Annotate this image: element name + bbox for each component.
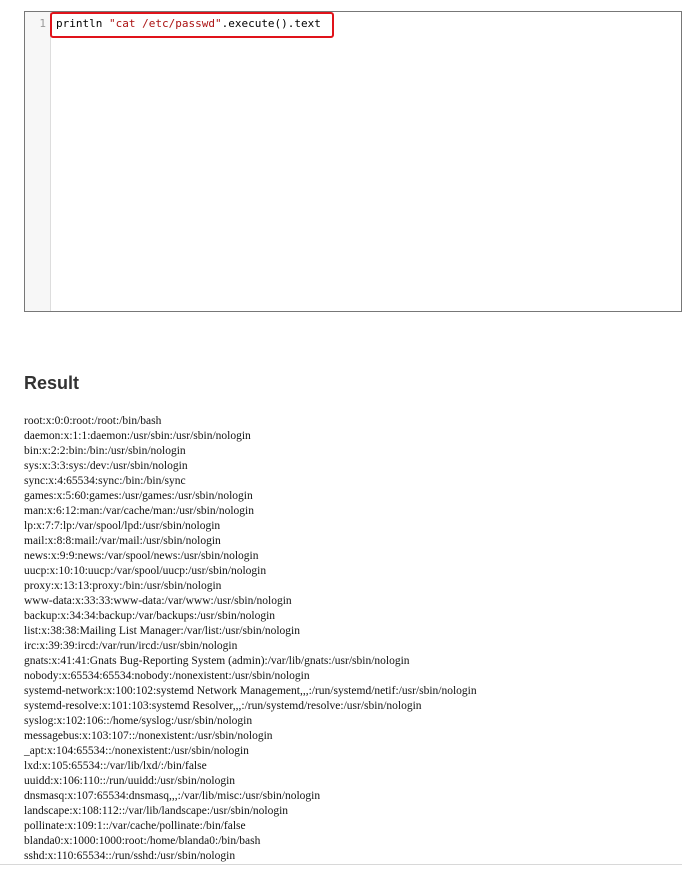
code-keyword: println: [56, 17, 109, 30]
result-line: systemd-resolve:x:101:103:systemd Resolver,,,:/run/systemd/resolve:/usr/sbin/nologin: [24, 700, 422, 712]
result-line: root:x:0:0:root:/root:/bin/bash: [24, 415, 162, 427]
result-line: news:x:9:9:news:/var/spool/news:/usr/sbin/nologin: [24, 550, 259, 562]
result-line: syslog:x:102:106::/home/syslog:/usr/sbin/nologin: [24, 715, 253, 727]
result-line: messagebus:x:103:107::/nonexistent:/usr/sbin/nologin: [24, 730, 273, 742]
result-line: blanda0:x:1000:1000:root:/home/blanda0:/bin/bash: [24, 835, 261, 847]
result-line: proxy:x:13:13:proxy:/bin:/usr/sbin/nologin: [24, 580, 222, 592]
line-number: 1: [39, 17, 46, 30]
script-editor[interactable]: [24, 11, 682, 312]
result-line: games:x:5:60:games:/usr/games:/usr/sbin/nologin: [24, 490, 253, 502]
result-line: daemon:x:1:1:daemon:/usr/sbin:/usr/sbin/nologin: [24, 430, 251, 442]
result-line: gnats:x:41:41:Gnats Bug-Reporting System (admin):/var/lib/gnats:/usr/sbin/nologin: [24, 655, 410, 667]
result-line: list:x:38:38:Mailing List Manager:/var/list:/usr/sbin/nologin: [24, 625, 300, 637]
result-line: sshd:x:110:65534::/run/sshd:/usr/sbin/nologin: [24, 850, 236, 862]
result-line: nobody:x:65534:65534:nobody:/nonexistent:/usr/sbin/nologin: [24, 670, 310, 682]
result-line: _apt:x:104:65534::/nonexistent:/usr/sbin/nologin: [24, 745, 249, 757]
result-line: landscape:x:108:112::/var/lib/landscape:/usr/sbin/nologin: [24, 805, 289, 817]
result-heading: Result: [24, 373, 80, 393]
result-line: uuidd:x:106:110::/run/uuidd:/usr/sbin/nologin: [24, 775, 236, 787]
code-string: "cat /etc/passwd": [108, 17, 222, 30]
result-line: uucp:x:10:10:uucp:/var/spool/uucp:/usr/sbin/nologin: [24, 565, 267, 577]
result-line: dnsmasq:x:107:65534:dnsmasq,,,:/var/lib/misc:/usr/sbin/nologin: [24, 790, 321, 802]
divider: [0, 864, 682, 865]
result-line: pollinate:x:109:1::/var/cache/pollinate:/bin/false: [24, 820, 246, 832]
result-line: lp:x:7:7:lp:/var/spool/lpd:/usr/sbin/nologin: [24, 520, 221, 532]
result-line: sys:x:3:3:sys:/dev:/usr/sbin/nologin: [24, 460, 188, 472]
line-number-gutter: [25, 12, 51, 311]
result-line: irc:x:39:39:ircd:/var/run/ircd:/usr/sbin/nologin: [24, 640, 238, 652]
result-line: man:x:6:12:man:/var/cache/man:/usr/sbin/nologin: [24, 505, 254, 517]
result-line: www-data:x:33:33:www-data:/var/www:/usr/sbin/nologin: [24, 595, 292, 607]
highlight-annotation-box: [50, 12, 334, 38]
code-method-chain: .execute().text: [221, 17, 321, 30]
result-line: backup:x:34:34:backup:/var/backups:/usr/sbin/nologin: [24, 610, 276, 622]
result-line: systemd-network:x:100:102:systemd Network Management,,,:/run/systemd/netif:/usr/sbin/nologin: [24, 685, 477, 697]
result-line: mail:x:8:8:mail:/var/mail:/usr/sbin/nologin: [24, 535, 221, 547]
result-line: sync:x:4:65534:sync:/bin:/bin/sync: [24, 475, 186, 487]
result-line: lxd:x:105:65534::/var/lib/lxd/:/bin/false: [24, 760, 207, 772]
result-output: [24, 414, 477, 864]
result-line: bin:x:2:2:bin:/bin:/usr/sbin/nologin: [24, 445, 186, 457]
